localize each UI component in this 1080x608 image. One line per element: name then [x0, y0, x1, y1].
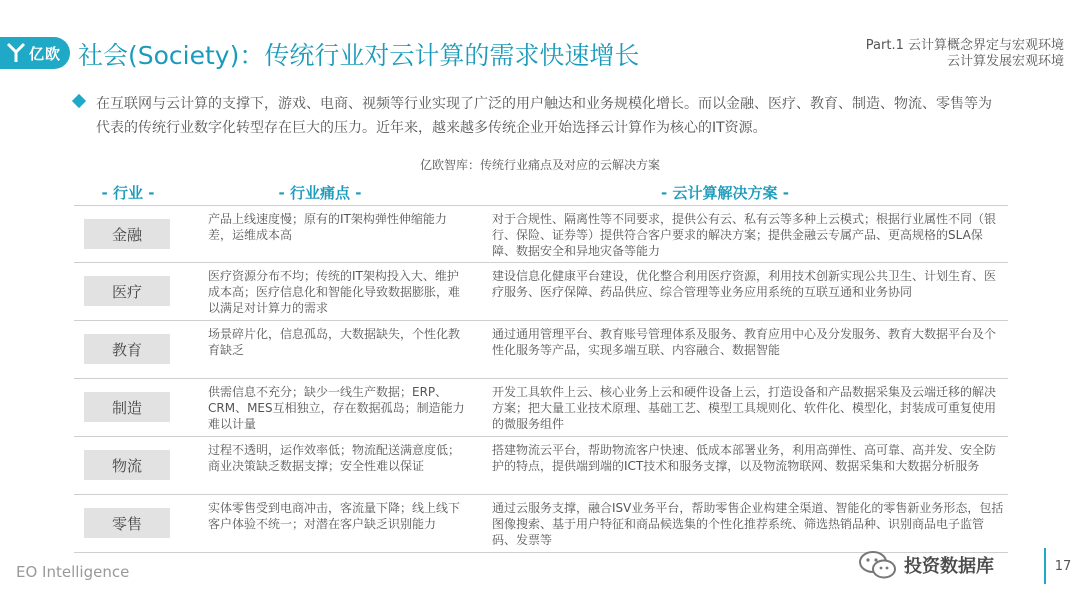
- pain-point-text: 场景碎片化，信息孤岛，大数据缺失，个性化教育缺乏: [208, 327, 461, 357]
- column-header-pain-points: - 行业痛点 -: [278, 184, 362, 202]
- solution-text: 建设信息化健康平台建设，优化整合利用医疗资源，利用技术创新实现公共卫生、计划生育、医疗服务、医疗保障、药品供应、综合管理等业务应用系统的互联互通和业务协同: [492, 269, 997, 299]
- solution-text: 对于合规性、隔离性等不同要求，提供公有云、私有云等多种上云模式；根据行业属性不同（银行、保险、证券等）提供符合客户要求的解决方案；提供金融云专属产品、更高规格的SLA保障、数据安全和异地灾备等能力: [492, 212, 997, 258]
- industry-label: 物流: [84, 450, 170, 480]
- industry-label: 金融: [84, 219, 170, 249]
- intro-paragraph: 在互联网与云计算的支撑下，游戏、电商、视频等行业实现了广泛的用户触达和业务规模化增长。而以金融、医疗、教育、制造、物流、零售等为代表的传统行业数字化转型存在巨大的压力。近年来，越来越多传统企业开始选择云计算作为核心的IT资源。: [96, 96, 992, 136]
- footer-brand: EO Intelligence: [16, 563, 130, 581]
- table-row: [74, 379, 1008, 437]
- industry-table: [74, 205, 1008, 553]
- logo-text: 亿欧: [29, 44, 62, 63]
- column-header-industry: - 行业 -: [101, 184, 155, 202]
- solution-text: 通过通用管理平台、教育账号管理体系及服务、教育应用中心及分发服务、教育大数据平台及个性化服务等产品，实现多端互联、内容融合、数据智能: [492, 327, 997, 357]
- pain-point-text: 实体零售受到电商冲击，客流量下降；线上线下客户体验不统一；对潜在客户缺乏识别能力: [208, 501, 461, 531]
- industry-label: 零售: [84, 508, 170, 538]
- table-row: [74, 437, 1008, 495]
- pain-point-text: 产品上线速度慢；原有的IT架构弹性伸缩能力差，运维成本高: [208, 212, 447, 242]
- section-part: Part.1 云计算概念界定与宏观环境: [865, 38, 1064, 53]
- wechat-watermark: [858, 549, 994, 581]
- watermark-text: 投资数据库: [904, 556, 994, 577]
- yiou-logo-icon: [6, 42, 26, 64]
- solution-text: 搭建物流云平台，帮助物流客户快速、低成本部署业务，利用高弹性、高可靠、高并发、安全防护的特点，提供端到端的ICT技术和服务支撑，以及物流物联网、数据采集和大数据分析服务: [492, 443, 997, 473]
- table-row: [74, 495, 1008, 553]
- pain-point-text: 医疗资源分布不均；传统的IT架构投入大、维护成本高；医疗信息化和智能化导致数据膨胀，难以满足对计算力的需求: [208, 269, 461, 315]
- solution-text: 开发工具软件上云、核心业务上云和硬件设备上云，打造设备和产品数据采集及云端迁移的解决方案；把大量工业技术原理、基础工艺、模型工具规则化、软件化、模型化，封装成可重复使用的微服务组件: [492, 385, 997, 431]
- table-row: [74, 321, 1008, 379]
- diamond-bullet-icon: [72, 94, 86, 108]
- logo-badge: [0, 37, 70, 69]
- industry-label: 医疗: [84, 276, 170, 306]
- table-row: [74, 205, 1008, 263]
- table-row: [74, 263, 1008, 321]
- pain-point-text: 供需信息不充分；缺少一线生产数据；ERP、CRM、MES互相独立，存在数据孤岛；制造能力难以计量: [208, 385, 465, 431]
- wechat-icon: [858, 549, 898, 581]
- page-title: 社会(Society)：传统行业对云计算的需求快速增长: [78, 41, 640, 70]
- industry-label: 制造: [84, 392, 170, 422]
- table-caption: 亿欧智库：传统行业痛点及对应的云解决方案: [419, 158, 660, 172]
- page-number: 17: [1044, 548, 1080, 584]
- pain-point-text: 过程不透明，运作效率低；物流配送满意度低；商业决策缺乏数据支撑；安全性难以保证: [208, 443, 461, 473]
- column-header-cloud-solution: - 云计算解决方案 -: [661, 184, 789, 202]
- industry-label: 教育: [84, 334, 170, 364]
- section-tag: [866, 38, 1064, 70]
- solution-text: 通过云服务支撑，融合ISV业务平台，帮助零售企业构建全渠道、智能化的零售新业务形态，包括图像搜索、基于用户特征和商品候选集的个性化推荐系统、筛选热销品种、识别商品电子监管码、发票等: [492, 501, 1004, 547]
- section-sub: 云计算发展宏观环境: [946, 54, 1064, 69]
